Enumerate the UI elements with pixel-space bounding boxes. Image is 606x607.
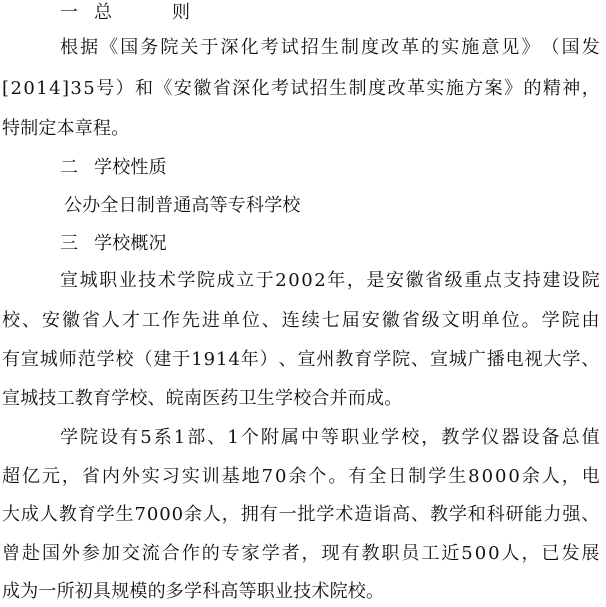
paragraph-line: 学 院 设 有 5 系 1 部 、 1 个 附 属 中 等 职 业 学 校 ， 教 学 仪 器 设 备 总 值 <box>60 427 600 448</box>
paragraph-line: [ 2 0 1 4 ] 3 5 号 ） 和 《 安 徽 省 深 化 考 试 招 生 制 度 改 革 实 施 方 案 》 的 精 神 ， <box>2 78 600 99</box>
paragraph-line: 根 据 《 国 务 院 关 于 深 化 考 试 招 生 制 度 改 革 的 实 施 意 见 》 （ 国 发 <box>60 37 600 58</box>
paragraph-line: 公办全日制普通高等专科学校 <box>64 195 301 216</box>
paragraph-line: 宣 城 职 业 技 术 学 院 成 立 于 2 0 0 2 年 ， 是 安 徽 省 级 重 点 支 持 建 设 院 <box>60 270 600 291</box>
section-title: 学校性质 <box>94 157 167 178</box>
section-number: 三 <box>60 233 79 254</box>
paragraph-line: 宣城技工教育学校、皖南医药卫生学校合并而成。 <box>2 388 403 409</box>
paragraph-line: 曾 赴 国 外 参 加 交 流 合 作 的 专 家 学 者 ， 现 有 教 职 员 工 近 5 0 0 人 ， 已 发 展 <box>2 543 600 564</box>
section-number: 二 <box>60 157 79 178</box>
paragraph-line: 特制定本章程。 <box>2 118 130 139</box>
section-number: 一 <box>60 2 79 23</box>
paragraph-line: 校 、 安 徽 省 人 才 工 作 先 进 单 位 、 连 续 七 届 安 徽 省 级 文 明 单 位 。 学 院 由 <box>2 310 600 331</box>
section-title: 总 则 <box>94 2 198 23</box>
paragraph-line: 有 宣 城 师 范 学 校 （ 建 于 1 9 1 4 年 ） 、 宣 州 教 育 学 院 、 宣 城 广 播 电 视 大 学 、 <box>2 349 600 370</box>
section-title: 学校概况 <box>94 233 167 254</box>
paragraph-line: 超 亿 元 ， 省 内 外 实 习 实 训 基 地 7 0 余 个 。 有 全 日 制 学 生 8 0 0 0 余 人 ， 电 <box>2 466 600 487</box>
paragraph-line: 成为一所初具规模的多学科高等职业技术院校。 <box>2 581 385 602</box>
paragraph-line: 大 成 人 教 育 学 生 7 0 0 0 余 人 ， 拥 有 一 批 学 术 造 诣 高 、 教 学 和 科 研 能 力 强 、 <box>2 504 600 525</box>
